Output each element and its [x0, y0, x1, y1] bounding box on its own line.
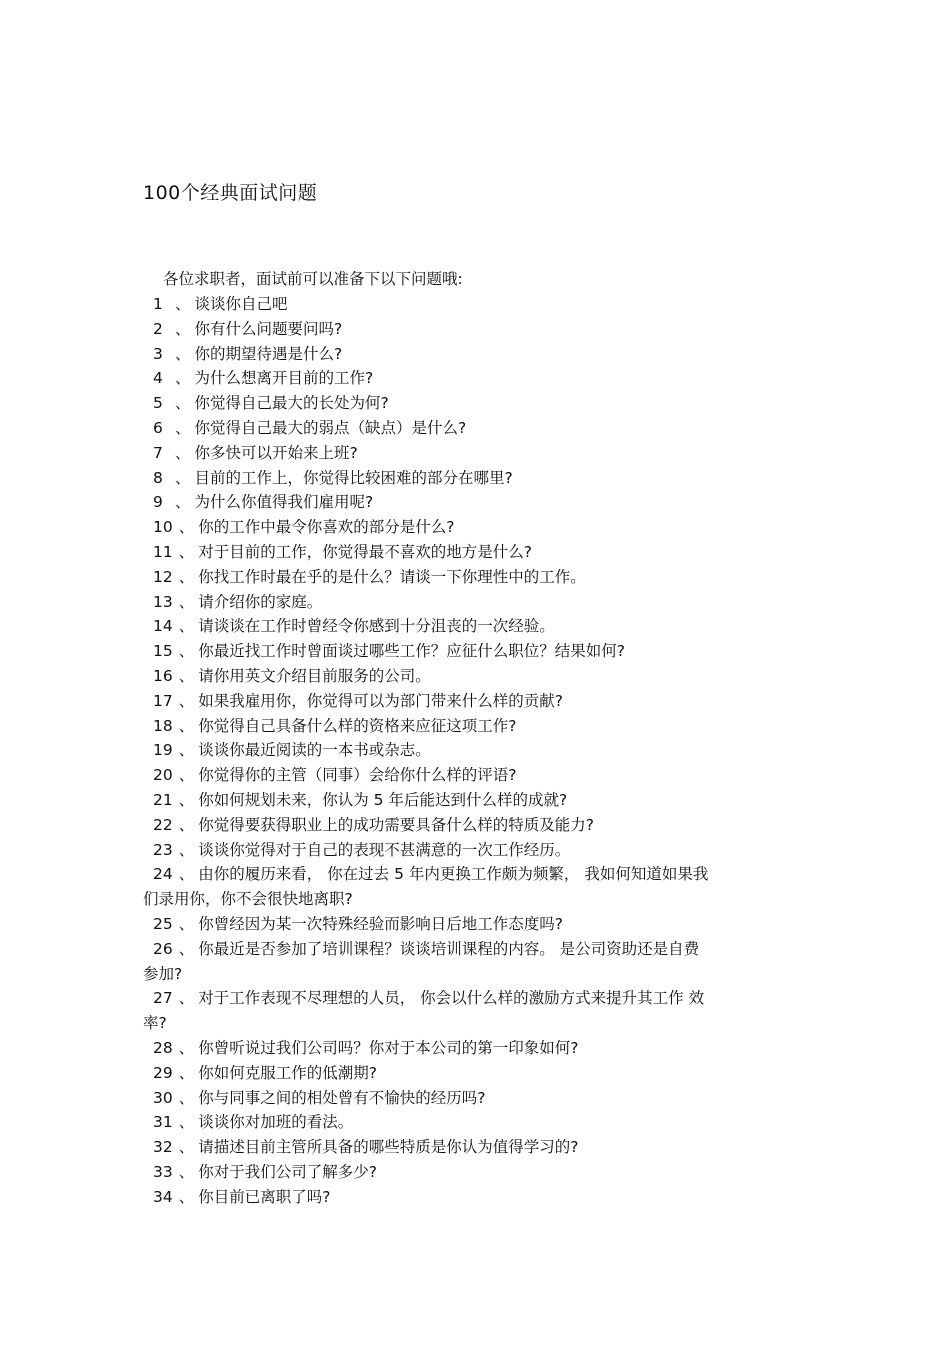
question-item: [143, 714, 823, 739]
question-separator: 、: [178, 1088, 195, 1107]
question-text-continued: 们录用你，你不会很快地离职?: [143, 890, 353, 909]
question-separator: 、: [178, 1063, 195, 1082]
question-separator: 、: [178, 1138, 195, 1157]
question-item: [143, 986, 813, 1036]
question-separator: 、: [178, 691, 195, 710]
question-text: 你目前已离职了吗?: [198, 1187, 331, 1206]
question-number: 34: [153, 1187, 173, 1206]
question-text: 对于目前的工作，你觉得最不喜欢的地方是什么?: [198, 542, 532, 561]
question-separator: 、: [178, 914, 195, 933]
question-item: [143, 763, 823, 788]
question-number: 30: [153, 1088, 173, 1107]
question-text: 你找工作时最在乎的是什么？请谈一下你理性中的工作。: [198, 567, 586, 586]
question-number: 11: [153, 542, 173, 561]
question-item: [143, 490, 823, 515]
question-number: 13: [153, 592, 173, 611]
question-number: 17: [153, 691, 173, 710]
question-text: 为什么你值得我们雇用呢?: [194, 493, 374, 512]
question-separator: 、: [178, 542, 195, 561]
question-separator: 、: [175, 493, 191, 512]
question-number: 23: [153, 840, 173, 859]
question-number: 24: [153, 865, 173, 884]
question-number: 6: [153, 418, 163, 437]
page-title: 100个经典面试问题: [143, 182, 318, 204]
question-text: 你曾经因为某一次特殊经验而影响日后地工作态度吗?: [198, 914, 563, 933]
question-text: 你觉得自己最大的长处为何?: [194, 394, 389, 413]
question-number: 29: [153, 1063, 173, 1082]
question-item: [143, 1086, 823, 1111]
question-text: 你觉得自己具备什么样的资格来应征这项工作?: [198, 716, 517, 735]
question-number: 31: [153, 1113, 173, 1132]
question-separator: 、: [178, 815, 195, 834]
question-number: 4: [153, 369, 163, 388]
question-text: 你有什么问题要问吗?: [194, 319, 343, 338]
question-number: 19: [153, 741, 173, 760]
question-number: 27: [153, 989, 173, 1008]
question-item: [143, 738, 823, 763]
question-text: 请你用英文介绍目前服务的公司。: [198, 666, 431, 685]
question-text: 你如何克服工作的低潮期?: [198, 1063, 377, 1082]
question-text: 谈谈你对加班的看法。: [198, 1113, 354, 1132]
question-text: 请谈谈在工作时曾经令你感到十分沮丧的一次经验。: [198, 617, 555, 636]
question-number: 25: [153, 914, 173, 933]
question-separator: 、: [178, 1113, 195, 1132]
question-separator: 、: [175, 394, 191, 413]
question-text: 你觉得要获得职业上的成功需要具备什么样的特质及能力?: [198, 815, 594, 834]
question-text: 请介绍你的家庭。: [198, 592, 323, 611]
question-separator: 、: [175, 418, 191, 437]
question-separator: 、: [175, 295, 191, 313]
question-list: [143, 292, 823, 1209]
question-item: [143, 1185, 823, 1210]
question-separator: 、: [178, 1187, 195, 1206]
question-number: 18: [153, 716, 173, 735]
question-item: [143, 466, 823, 491]
question-separator: 、: [178, 666, 195, 685]
question-item: [143, 912, 823, 937]
question-separator: 、: [175, 443, 191, 462]
question-number: 3: [153, 344, 163, 363]
question-separator: 、: [178, 790, 195, 809]
question-item: [143, 614, 823, 639]
question-item: [143, 1061, 823, 1086]
question-separator: 、: [175, 468, 191, 487]
question-number: 16: [153, 666, 173, 685]
question-item: [143, 540, 823, 565]
question-text: 你如何规划未来，你认为 5 年后能达到什么样的成就?: [198, 790, 568, 809]
question-number: 1: [153, 295, 163, 313]
question-separator: 、: [178, 840, 195, 859]
question-separator: 、: [175, 369, 191, 388]
question-separator: 、: [178, 642, 195, 661]
question-number: 9: [153, 493, 163, 512]
question-item: [143, 416, 823, 441]
question-item: [143, 565, 823, 590]
question-text: 你觉得自己最大的弱点（缺点）是什么?: [194, 418, 467, 437]
question-text-continued: 参加?: [143, 964, 183, 983]
question-separator: 、: [178, 518, 195, 537]
question-text: 你最近找工作时曾面谈过哪些工作？应征什么职位？结果如何?: [198, 642, 625, 661]
question-separator: 、: [178, 567, 195, 586]
question-text: 你与同事之间的相处曾有不愉快的经历吗?: [198, 1088, 486, 1107]
question-item: [143, 342, 823, 367]
question-item: [143, 1135, 823, 1160]
question-text: 你曾听说过我们公司吗？你对于本公司的第一印象如何?: [198, 1038, 579, 1057]
question-separator: 、: [178, 865, 195, 884]
question-item: [143, 590, 823, 615]
question-separator: 、: [175, 319, 191, 338]
question-separator: 、: [178, 939, 195, 958]
question-item: [143, 664, 823, 689]
question-separator: 、: [178, 1162, 195, 1181]
question-number: 33: [153, 1162, 173, 1181]
question-number: 28: [153, 1038, 173, 1057]
question-text: 如果我雇用你，你觉得可以为部门带来什么样的贡献?: [198, 691, 563, 710]
question-separator: 、: [178, 716, 195, 735]
question-number: 2: [153, 319, 163, 338]
question-item: [143, 862, 813, 912]
question-item: [143, 1110, 823, 1135]
question-item: [143, 788, 823, 813]
question-item: [143, 1036, 823, 1061]
question-number: 5: [153, 394, 163, 413]
question-text: 目前的工作上，你觉得比较困难的部分在哪里?: [194, 468, 513, 487]
question-number: 8: [153, 468, 163, 487]
question-number: 7: [153, 443, 163, 462]
question-text: 对于工作表现不尽理想的人员， 你会以什么样的激励方式来提升其工作 效: [198, 989, 705, 1008]
question-separator: 、: [178, 1038, 195, 1057]
question-number: 12: [153, 567, 173, 586]
question-number: 22: [153, 815, 173, 834]
question-number: 26: [153, 939, 173, 958]
question-separator: 、: [175, 344, 191, 363]
question-item: [143, 838, 823, 863]
question-item: [143, 441, 823, 466]
question-item: [143, 292, 823, 317]
question-text: 谈谈你自己吧: [194, 295, 288, 313]
question-number: 15: [153, 642, 173, 661]
question-separator: 、: [178, 592, 195, 611]
question-text: 谈谈你最近阅读的一本书或杂志。: [198, 741, 431, 760]
question-item: [143, 366, 823, 391]
question-text: 你觉得你的主管（同事）会给你什么样的评语?: [198, 766, 517, 785]
question-number: 14: [153, 617, 173, 636]
intro-text: 各位求职者，面试前可以准备下以下问题哦:: [163, 270, 463, 288]
question-text: 谈谈你觉得对于自己的表现不甚满意的一次工作经历。: [198, 840, 571, 859]
question-number: 21: [153, 790, 173, 809]
question-item: [143, 813, 823, 838]
question-item: [143, 391, 823, 416]
question-number: 10: [153, 518, 173, 537]
question-text-continued: 率?: [143, 1014, 167, 1033]
question-text: 你对于我们公司了解多少?: [198, 1162, 377, 1181]
question-text: 你的工作中最令你喜欢的部分是什么?: [198, 518, 455, 537]
question-separator: 、: [178, 617, 195, 636]
question-text: 你的期望待遇是什么?: [194, 344, 343, 363]
question-text: 请描述目前主管所具备的哪些特质是你认为值得学习的?: [198, 1138, 579, 1157]
question-item: [143, 937, 813, 987]
question-separator: 、: [178, 766, 195, 785]
question-item: [143, 1160, 823, 1185]
question-item: [143, 689, 823, 714]
question-number: 20: [153, 766, 173, 785]
question-item: [143, 639, 823, 664]
question-separator: 、: [178, 989, 195, 1008]
question-text: 你最近是否参加了培训课程？谈谈培训课程的内容。 是公司资助还是自费: [198, 939, 700, 958]
question-text: 你多快可以开始来上班?: [194, 443, 358, 462]
question-text: 由你的履历来看， 你在过去 5 年内更换工作颇为频繁， 我如何知道如果我: [198, 865, 709, 884]
question-item: [143, 317, 823, 342]
question-item: [143, 515, 823, 540]
question-text: 为什么想离开目前的工作?: [194, 369, 374, 388]
question-separator: 、: [178, 741, 195, 760]
question-number: 32: [153, 1138, 173, 1157]
